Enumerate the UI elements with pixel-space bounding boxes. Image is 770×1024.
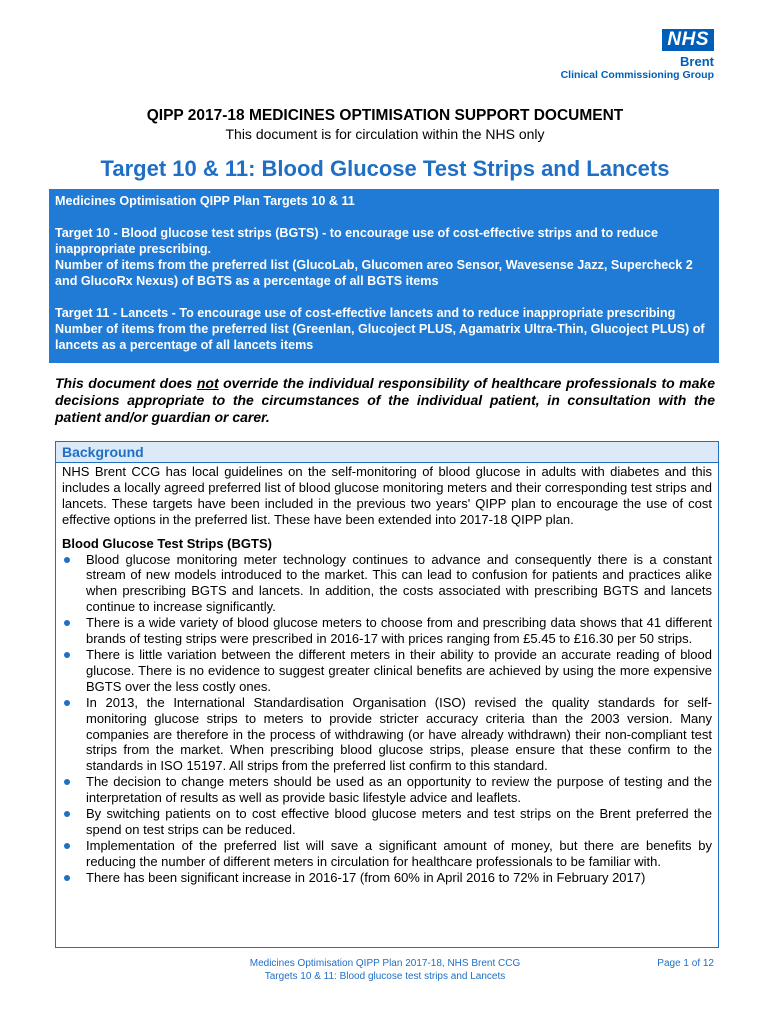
bgts-bullet-list [62, 552, 712, 886]
disclaimer-emphasis: not [196, 375, 219, 391]
list-item: The decision to change meters should be used as an opportunity to review the purpose of testing and the interpretation of results as well as provide basic lifestyle advice and leaflets. [62, 774, 712, 806]
page-title: Target 10 & 11: Blood Glucose Test Strips and Lancets [100, 156, 670, 181]
targets-heading: Medicines Optimisation QIPP Plan Targets 10 & 11 [55, 194, 355, 208]
list-item: There has been significant increase in 2016-17 (from 60% in April 2016 to 72% in February 2017) [62, 870, 712, 886]
document-subtitle: This document is for circulation within the NHS only [225, 126, 545, 142]
list-item: By switching patients on to cost effective blood glucose meters and test strips on the Brent preferred the spend on test strips can be reduced. [62, 806, 712, 838]
target-10-description: Target 10 - Blood glucose test strips (BGTS) - to encourage use of cost-effective strips and to reduce inappropriate prescribing. [55, 226, 658, 256]
background-intro: NHS Brent CCG has local guidelines on the self-monitoring of blood glucose in adults with diabetes and this includes a locally agreed preferred list of blood glucose monitoring meters and their corresponding test strips and lancets. These targets have been included in the previous two years' QIPP plan to encourage the use of cost effective options in the preferred list. These have been extended into 2017-18 QIPP plan. [62, 464, 712, 527]
target-11-description: Target 11 - Lancets - To encourage use of cost-effective lancets and to reduce inappropriate prescribing [55, 306, 676, 320]
logo-group-name: Clinical Commissioning Group [560, 69, 714, 81]
logo-org-name: Brent [680, 54, 714, 69]
document-title: QIPP 2017-18 MEDICINES OPTIMISATION SUPPORT DOCUMENT [146, 107, 624, 124]
list-item: Blood glucose monitoring meter technology continues to advance and consequently there is a constant stream of new models introduced to the market. This can lead to confusion for patients and practices alike when prescribing BGTS and lancets. In addition, the costs associated with prescribing BGTS and lancets continue to increase significantly. [62, 552, 712, 616]
disclaimer-part-1: This document does [55, 375, 197, 391]
list-item: There is a wide variety of blood glucose meters to choose from and prescribing data shows that 41 different brands of testing strips were prescribed in 2016-17 with prices ranging from £5.45 to £16.30 per 50 strips. [62, 615, 712, 647]
background-heading: Background [56, 442, 718, 463]
footer-line-2: Targets 10 & 11: Blood glucose test strips and Lancets [264, 971, 506, 982]
bgts-subheading: Blood Glucose Test Strips (BGTS) [62, 535, 272, 551]
list-item: Implementation of the preferred list will save a significant amount of money, but there are benefits by reducing the number of different meters in circulation for healthcare professionals to be familiar with. [62, 838, 712, 870]
background-section [55, 441, 719, 948]
nhs-brent-logo [561, 29, 714, 82]
target-10-measure: Number of items from the preferred list (GlucoLab, Glucomen areo Sensor, Wavesense Jazz, Supercheck 2 and GlucoRx Nexus) of BGTS as a percentage of all BGTS items [55, 258, 693, 288]
disclaimer-part-2: override the individual responsibility of healthcare professionals to make decisions appropriate to the circumstances of the individual patient, in consultation with the patient and/or guardian or carer. [55, 375, 715, 425]
list-item: There is little variation between the different meters in their ability to provide an accurate reading of blood glucose. There is no evidence to suggest greater clinical benefits are achieved by using the more expensive BGTS over the less costly ones. [62, 647, 712, 695]
disclaimer [55, 375, 715, 426]
background-body [56, 463, 718, 886]
nhs-logo-badge: NHS [662, 29, 714, 51]
target-11-measure: Number of items from the preferred list (Greenlan, Glucoject PLUS, Agamatrix Ultra-Thin, Glucoject PLUS) of lancets as a percentage of all lancets items [55, 322, 705, 352]
list-item: In 2013, the International Standardisation Organisation (ISO) revised the quality standards for self-monitoring glucose strips to meters to provide stricter accuracy criteria than the 2003 version. Many companies are therefore in the process of withdrawing (or have already withdrawn) their non-compliant test strips from the market. When prescribing blood glucose strips, please ensure that these confirm to the standards in ISO 15197. All strips from the preferred list confirm to this standard. [62, 695, 712, 775]
footer-line-1: Medicines Optimisation QIPP Plan 2017-18, NHS Brent CCG [249, 958, 521, 969]
footer-caption [0, 957, 770, 983]
page-number: Page 1 of 12 [657, 958, 714, 969]
targets-box [49, 189, 719, 363]
